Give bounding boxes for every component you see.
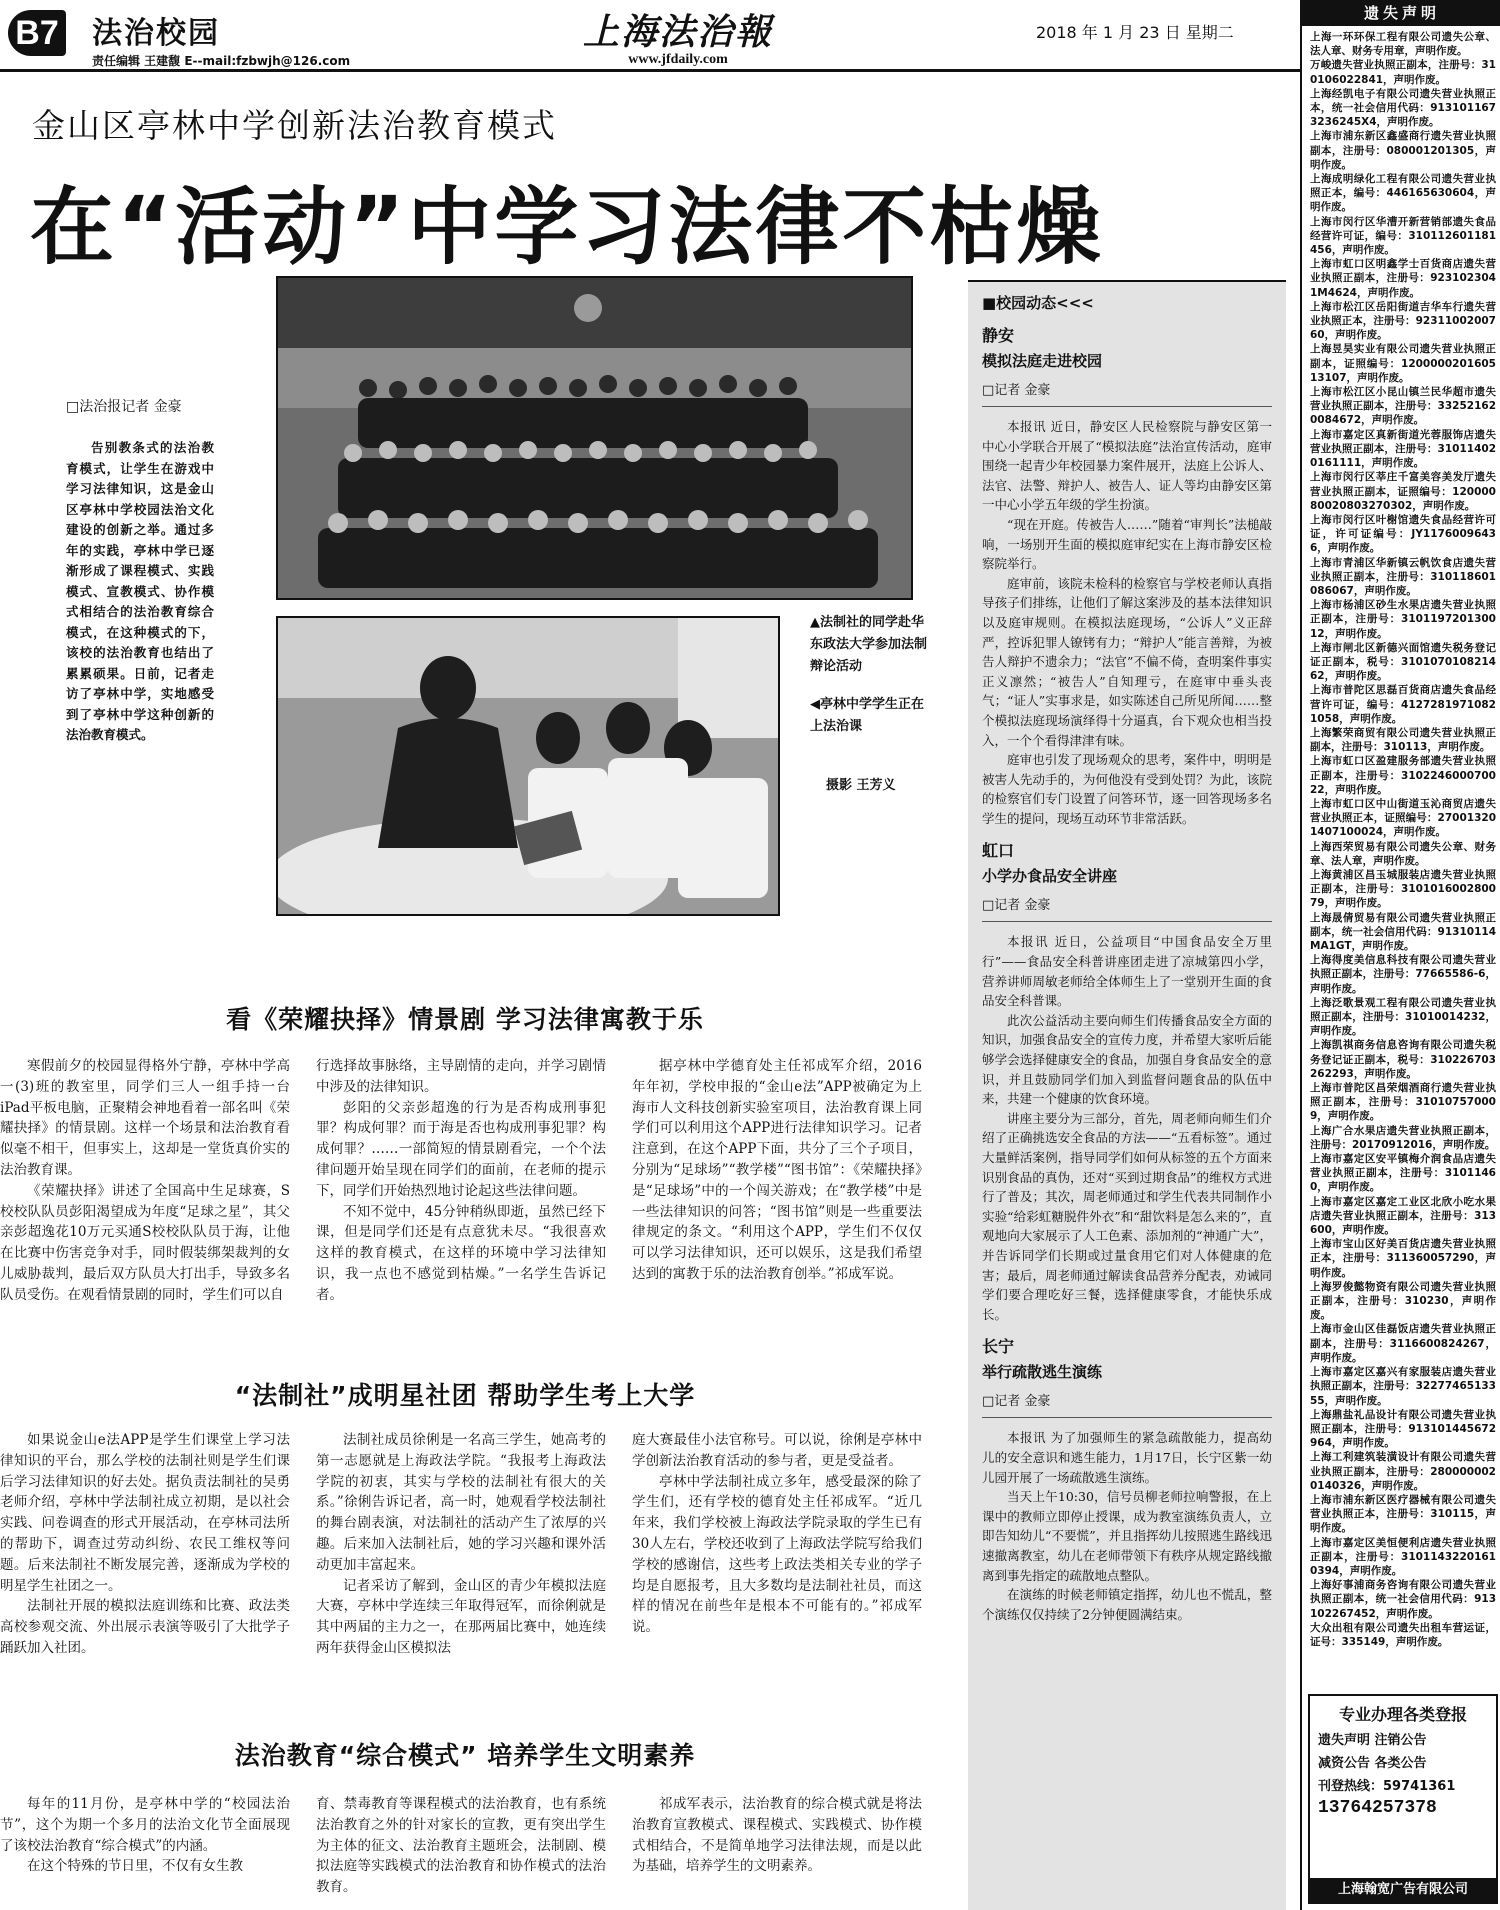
district-hongkou: 虹口 bbox=[982, 841, 1015, 861]
notice-item: 上海罗俊懿物资有限公司遗失营业执照正副本，注册号：310230，声明作废。 bbox=[1310, 1280, 1496, 1322]
campus-news-column bbox=[968, 280, 1286, 1910]
paragraph: 寒假前夕的校园显得格外宁静，亭林中学高一(3)班的教室里，同学们三人一组手持一台iPad平板电脑，正聚精会神地看着一部名叫《荣耀抉择》的情景剧。这样一个场景和法治教育看似毫不相干，但事实上，这却是一堂货真价实的法治教育课。 bbox=[0, 1058, 290, 1178]
notice-item: 万峻遗失营业执照正副本，注册号：310106022841，声明作废。 bbox=[1310, 59, 1496, 86]
notice-item: 上海经凯电子有限公司遗失营业执照正本，统一社会信用代码：9131011673236245X4，声明作废。 bbox=[1310, 87, 1496, 129]
district-jingan: 静安 bbox=[982, 326, 1015, 345]
district-changning: 长宁 bbox=[982, 1337, 1015, 1357]
notice-item: 上海市嘉定区真新街道光蓉服饰店遗失营业执照正副本，注册号：310114020161111，声明作废。 bbox=[1310, 428, 1496, 470]
paragraph: 当天上午10:30，信号员柳老师拉响警报，在上课中的教师立即停止授课，成为教室演练负责人，立即告知幼儿“不要慌”，并且指挥幼儿按照逃生路线迅速撤离教室，幼儿在老师带领下有秩序从规定路线撤离到事先指定的疏散地点整队。 bbox=[982, 1489, 1272, 1583]
ad-phone[interactable]: 13764257378 bbox=[1318, 1798, 1437, 1818]
notice-item: 上海市虹口区中山街道玉沁商贸店遗失营业执照正本，证照编号：270013201407100024，声明作废。 bbox=[1310, 797, 1496, 839]
photo-caption bbox=[810, 612, 928, 738]
news-title-changning: 举行疏散逃生演练 bbox=[982, 1363, 1103, 1382]
ad-company: 上海翰宽广告有限公司 bbox=[1310, 1878, 1496, 1902]
notice-heading: 遗失声明 bbox=[1302, 0, 1500, 26]
notice-item: 上海鼎盐礼品设计有限公司遗失营业执照正副本，注册号：913101445672964，声明作废。 bbox=[1310, 1408, 1496, 1450]
notice-item: 上海市杨浦区砂生水果店遗失营业执照正副本，注册号：310119720130012，声明作废。 bbox=[1310, 599, 1496, 640]
page-header bbox=[0, 0, 1300, 72]
paragraph: 彭阳的父亲彭超逸的行为是否构成刑事犯罪？构成何罪？而于海是否也构成刑事犯罪？构成何罪？……一部简短的情景剧看完，一个个法律问题开始呈现在同学们的面前，在老师的提示下，同学们开始热烈地讨论起这些法律问题。 bbox=[316, 1099, 606, 1199]
section-2-col-1 bbox=[0, 1430, 290, 1659]
paragraph: 记者采访了解到，金山区的青少年模拟法庭大赛，亭林中学连续三年取得冠军，而徐俐就是其中两届的主力之一，在那两届比赛中，她连续两年获得金山区模拟法 bbox=[316, 1577, 606, 1656]
section-2-col-2 bbox=[316, 1430, 606, 1659]
paragraph: 祁成军表示，法治教育的综合模式就是将法治教育宣教模式、课程模式、实践模式、协作模式相结合，不是简单地学习法律法规，而是以此为基础，培养学生的文明素养。 bbox=[632, 1796, 922, 1875]
section-1-col-1 bbox=[0, 1056, 290, 1306]
section-1-col-2 bbox=[316, 1056, 606, 1306]
notice-item: 上海成明绿化工程有限公司遗失营业执照正本，编号：446165630604，声明作废。 bbox=[1310, 173, 1496, 214]
paragraph: 行选择故事脉络，主导剧情的走向，并学习剧情中涉及的法律知识。 bbox=[316, 1058, 606, 1095]
notice-item: 上海泛歌景观工程有限公司遗失营业执照正副本，注册号：31010014232，声明作废。 bbox=[1310, 996, 1496, 1038]
paragraph: 如果说金山e法APP是学生们课堂上学习法律知识的平台，那么学校的法制社则是学生们课后学习法律知识的好去处。据负责法制社的吴勇老师介绍，亭林中学法制社成立初期，是以社会实践、问卷调查的形式开展活动，在亭林司法所的帮助下，调查过劳动纠纷、农民工维权等问题。后来法制社不断发展完善，逐渐成为学校的明星学生社团之一。 bbox=[0, 1432, 290, 1594]
paragraph: 讲座主要分为三部分，首先，周老师向师生们介绍了正确挑选安全食品的方法——“五看标签”。通过大量鲜活案例，指导同学们如何从标签的五个方面来识别食品的真伪，还对“买到过期食品”的维权方式进行了普及；其次，周老师通过和学生代表共同制作小实验“给彩虹糖脱件外衣”和“甜饮料是怎么来的”，直观地向大家展示了人工色素、添加剂的“神通广大”，并告诉同学们长期或过量食用它们对人体健康的危害；最后，周老师通过解读食品营养分配表，劝诫同学们要合理吃好三餐，选择健康零食，才能快乐成长。 bbox=[982, 1110, 1272, 1322]
notice-column bbox=[1300, 0, 1500, 1910]
ad-line: 减资公告 各类公告 bbox=[1318, 1756, 1427, 1771]
section-3-col-2 bbox=[316, 1794, 606, 1898]
notice-item: 上海市普陀区思磊百货商店遗失食品经营许可证，编号：41272819710821058，声明作废。 bbox=[1310, 684, 1496, 725]
notice-item: 上海昱昊实业有限公司遗失营业执照正副本，证照编号：120000020160513107，声明作废。 bbox=[1310, 343, 1496, 384]
ad-hotline: 刊登热线：59741361 bbox=[1318, 1779, 1456, 1794]
notice-item: 上海黄浦区昌玉城服装店遗失营业执照正副本，注册号：310101600280079，声明作废。 bbox=[1310, 868, 1496, 910]
section-2-title: “法制社”成明星社团 帮助学生考上大学 bbox=[234, 1381, 696, 1410]
notice-item: 大众出租有限公司遗失出租车营运证，证号：335149，声明作废。 bbox=[1310, 1621, 1496, 1648]
article-lead: 告别教条式的法治教育模式，让学生在游戏中学习法律知识，这是金山区亭林中学校园法治文化建设的创新之举。通过多年的实践，亭林中学已逐渐形成了课程模式、实践模式、宣教模式、协作模式相结合的法治教育综合模式，在这种模式的下，该校的法治教育也结出了累累硕果。日前，记者走访了亭林中学，实地感受到了亭林中学这种创新的法治教育模式。 bbox=[66, 440, 214, 742]
notice-item: 上海市普陀区昌荣烟酒商行遗失营业执照正副本，注册号：310107570009，声明作废。 bbox=[1310, 1082, 1496, 1123]
paragraph: 亭林中学法制社成立多年，感受最深的除了学生们，还有学校的德育处主任祁成军。“近几年来，我们学校被上海政法学院录取的学生已有30人左右，学校还收到了上海政法学院写给我们学校的感谢信，这些考上政法类相关专业的学子均是自愿报考，且大多数均是法制社社员，而这样的情况在前些年是根本不可能有的。”祁成军说。 bbox=[632, 1473, 922, 1636]
notice-item: 上海市嘉定区嘉定工业区北欣小吃水果店遗失营业执照正副本，注册号：313600，声明作废。 bbox=[1310, 1195, 1496, 1237]
notice-item: 上海市虹口区明鑫学士百货商店遗失营业执照正副本，注册号：9231023041M4624，声明作废。 bbox=[1310, 258, 1496, 299]
section-3-col-1 bbox=[0, 1794, 290, 1877]
paragraph: 《荣耀抉择》讲述了全国高中生足球赛，S校校队队员彭阳渴望成为年度“足球之星”，其父亲彭超逸花10万元买通S校校队队员于海，让他在比赛中伤害竞争对手，同时假装绑架裁判的女儿威胁裁判，最后双方队员大打出手，导致多名队员受伤。在观看情景剧的同时，学生们可以自 bbox=[0, 1182, 290, 1303]
classroom-photo bbox=[276, 616, 780, 916]
ad-line: 遗失声明 注销公告 bbox=[1318, 1733, 1427, 1748]
section-1-title: 看《荣耀抉择》情景剧 学习法律寓教于乐 bbox=[226, 1005, 704, 1034]
notice-item: 上海市嘉定区安平镇梅介润食品店遗失营业执照正副本，注册号：31011460，声明作废。 bbox=[1310, 1153, 1496, 1194]
section-3-title: 法治教育“综合模式” 培养学生文明素养 bbox=[234, 1741, 696, 1770]
paragraph: 不知不觉中，45分钟稍纵即逝，虽然已经下课，但是同学们还是有点意犹未尽。“我很喜欢这样的教育模式，在这样的环境中学习法律知识，我一点也不感觉到枯燥。”一名学生告诉记者。 bbox=[316, 1203, 606, 1303]
group-photo-image bbox=[278, 278, 911, 598]
notice-item: 上海市闸北区新德兴面馆遗失税务登记证正副本，税号：310107010821462，声明作废。 bbox=[1310, 641, 1496, 683]
notice-item: 上海市闵行区叶榭馆遗失食品经营许可证，许可证编号：JY11760096436，声明作废。 bbox=[1310, 513, 1496, 555]
paragraph: 庭大赛最佳小法官称号。可以说，徐俐是亭林中学创新法治教育活动的参与者，更是受益者。 bbox=[632, 1432, 922, 1469]
editor-line: 责任编辑 王建馥 E--mail:fzbwjh@126.com bbox=[92, 54, 351, 68]
notice-item: 上海市嘉定区嘉兴有家服装店遗失营业执照正副本，注册号：3227746513355，声明作废。 bbox=[1310, 1366, 1496, 1407]
news-byline-jingan: □记者 金豪 bbox=[982, 379, 1272, 407]
paragraph: 本报讯 为了加强师生的紧急疏散能力，提高幼儿的安全意识和逃生能力，1月17日，长宁区紫一幼儿园开展了一场疏散逃生演练。 bbox=[982, 1430, 1272, 1485]
notice-item: 上海广合水果店遗失营业执照正副本，注册号：20170912016，声明作废。 bbox=[1310, 1124, 1496, 1151]
notice-item: 上海市青浦区华新镇云帆饮食店遗失营业执照正副本，注册号：310118601086067，声明作废。 bbox=[1310, 556, 1496, 597]
paragraph: 庭审也引发了现场观众的思考，案件中，明明是被害人先动手的，为何他没有受到处罚？为此，该院的检察官们专门设置了问答环节，逐一回答现场多名学生的提问，现场互动环节非常活跃。 bbox=[982, 752, 1272, 826]
group-photo bbox=[276, 276, 913, 600]
notice-item: 上海市嘉定区美恒便利店遗失营业执照正副本，注册号：31011432201610394，声明作废。 bbox=[1310, 1536, 1496, 1577]
news-byline-hongkou: □记者 金豪 bbox=[982, 894, 1272, 922]
paragraph: 庭审前，该院未检科的检察官与学校老师认真指导孩子们排练，让他们了解这案涉及的基本法律知识以及庭审规则。在模拟法庭现场，“公诉人”义正辞严，控诉犯罪人镣铐有力；“辩护人”能言善辩，为被告人辩护不遗余力；“法官”不偏不倚，查明案件事实正义凛然；“被告人”自知理亏，在庭审中垂头丧气；“证人”实事求是，如实陈述自己所见所闻……整个模拟法庭现场演绎得十分逼真，台下观众也相当投入，一个个看得津津有味。 bbox=[982, 575, 1272, 748]
paragraph: 本报讯 近日，静安区人民检察院与静安区第一中心小学联合开展了“模拟法庭”法治宣传活动，庭审围绕一起青少年校园暴力案件展开，法庭上公诉人、法官、法警、辩护人、被告人、证人等均由静安区第一中心小学五年级的学生扮演。 bbox=[982, 419, 1272, 513]
paragraph: 本报讯 近日，公益项目“中国食品安全万里行”——食品安全科普讲座团走进了凉城第四小学，营养讲师周敏老师给全体师生上了一堂别开生面的食品安全科普课。 bbox=[982, 934, 1272, 1009]
ad-box bbox=[1308, 1694, 1498, 1904]
classroom-photo-image bbox=[278, 618, 778, 914]
caption-group-photo: ▲法制社的同学赴华东政法大学参加法制辩论活动 bbox=[810, 615, 928, 674]
website-link[interactable]: www.jfdaily.com bbox=[628, 52, 728, 67]
campus-news-tag: ■校园动态<<< bbox=[982, 294, 1094, 312]
section-2-col-3 bbox=[632, 1430, 922, 1638]
notice-item: 上海市宝山区好美百货店遗失营业执照正本，注册号：311360057290，声明作废。 bbox=[1310, 1238, 1496, 1279]
paragraph: “现在开庭。传被告人……”随着“审判长”法槌敲响，一场别开生面的模拟庭审纪实在上海市静安区检察院举行。 bbox=[982, 516, 1272, 572]
notice-item: 上海好事浦商务咨询有限公司遗失营业执照正副本，统一社会信用代码：913102267452，声明作废。 bbox=[1310, 1579, 1496, 1620]
section-title: 法治校园 bbox=[92, 16, 220, 51]
paragraph: 法制社成员徐俐是一名高三学生，她高考的第一志愿就是上海政法学院。“我报考上海政法学院的初衷，其实与学校的法制社有很大的关系。”徐俐告诉记者，高一时，她观看学校法制社的舞台剧表演，对法制社的活动产生了浓厚的兴趣。后来加入法制社后，她的学习兴趣和课外活动更加丰富起来。 bbox=[316, 1432, 606, 1573]
notice-item: 上海晟倩贸易有限公司遗失营业执照正副本，统一社会信用代码：91310114MA1GT，声明作废。 bbox=[1310, 911, 1496, 952]
notice-item: 上海市松江区小昆山镇兰民华超市遗失营业执照正副本，注册号：332521620084672，声明作废。 bbox=[1310, 386, 1496, 427]
section-1-col-3 bbox=[632, 1056, 922, 1285]
notice-item: 上海工利建筑装潢设计有限公司遗失营业执照正副本，注册号：2800000020140326，声明作废。 bbox=[1310, 1451, 1496, 1492]
paragraph: 育、禁毒教育等课程模式的法治教育，也有系统法治教育之外的针对家长的宣教，更有突出学生为主体的征文、法治教育主题班会，法制剧、模拟法庭等实践模式的法治教育和协作模式的法治教育。 bbox=[316, 1796, 606, 1896]
notice-item: 上海市松江区岳阳街道吉华车行遗失营业执照正本，注册号：9231100200760，声明作废。 bbox=[1310, 300, 1496, 342]
news-byline-changning: □记者 金豪 bbox=[982, 1390, 1272, 1418]
masthead-logo: 上海法治報 bbox=[582, 11, 773, 53]
notice-item: 上海市浦东新区医疗器械有限公司遗失营业执照正本，注册号：310115，声明作废。 bbox=[1310, 1493, 1496, 1535]
notice-item: 上海一环环保工程有限公司遗失公章、法人章、财务专用章，声明作废。 bbox=[1310, 31, 1496, 58]
notice-item: 上海市金山区佳磊饭店遗失营业执照正副本，注册号：3116600824267，声明作废。 bbox=[1310, 1323, 1496, 1364]
notice-item: 上海市闵行区华漕开新营销部遗失食品经营许可证，编号：310112601181456，声明作废。 bbox=[1310, 215, 1496, 257]
page-number: B7 bbox=[8, 10, 66, 56]
article-kicker: 金山区亭林中学创新法治教育模式 bbox=[32, 106, 557, 145]
notice-item: 上海西荣贸易有限公司遗失公章、财务章、法人章，声明作废。 bbox=[1310, 840, 1496, 867]
paragraph: 据亭林中学德育处主任祁成军介绍，2016年年初，学校申报的“金山e法”APP被确定为上海市人文科技创新实验室项目，法治教育课上同学们可以利用这个APP进行法律知识学习。记者注意到，在这个APP下面，共分了三个子项目，分别为“足球场”“教学楼”“图书馆”：《荣耀抉择》是“足球场”中的一个闯关游戏；在“教学楼”中是一些法律知识的问答；“图书馆”则是一些重要法律规定的条文。“利用这个APP，学生们不仅仅可以学习法律知识，还可以娱乐，这是我们希望达到的寓教于乐的法治教育创举。”祁成军说。 bbox=[632, 1058, 922, 1282]
notice-item: 上海市闵行区莘庄千富美容美发厅遗失营业执照正副本，证照编号：12000080020803270302，声明作废。 bbox=[1310, 471, 1496, 512]
paragraph: 每年的11月份，是亭林中学的“校园法治节”，这个为期一个多月的法治文化节全面展现了该校法治教育“综合模式”的内涵。 bbox=[0, 1796, 290, 1854]
paragraph: 法制社开展的模拟法庭训练和比赛、政法类高校参观交流、外出展示表演等吸引了大批学子踊跃加入社团。 bbox=[0, 1598, 290, 1656]
notice-item: 上海市虹口区盈建服务部遗失营业执照正副本，注册号：310224600070022，声明作废。 bbox=[1310, 755, 1496, 796]
notice-item: 上海繁荣商贸有限公司遗失营业执照正副本，注册号：310113，声明作废。 bbox=[1310, 726, 1496, 754]
photographer-credit: 摄影 王芳义 bbox=[826, 778, 896, 793]
section-3-col-3 bbox=[632, 1794, 922, 1877]
issue-date: 2018 年 1 月 23 日 星期二 bbox=[1036, 23, 1234, 42]
notice-item: 上海市浦东新区鑫盛商行遗失营业执照副本，注册号：080001201305，声明作废。 bbox=[1310, 130, 1496, 171]
paragraph: 在这个特殊的节日里，不仅有女生教 bbox=[27, 1858, 243, 1875]
caption-classroom-photo: ◀亭林中学学生正在上法治课 bbox=[810, 697, 924, 734]
paragraph: 此次公益活动主要向师生们传播食品安全方面的知识，加强食品安全的宣传力度，并希望大家听后能够学会选择健康安全的食品，加强自身食品安全的意识，并且鼓励同学们加入到监督问题食品的队伍中来，共建一个健康的饮食环境。 bbox=[982, 1012, 1272, 1107]
notice-list bbox=[1310, 30, 1496, 1690]
article-byline: □法治报记者 金豪 bbox=[66, 399, 182, 415]
news-title-jingan: 模拟法庭走进校园 bbox=[982, 352, 1103, 370]
paragraph: 在演练的时候老师镇定指挥，幼儿也不慌乱，整个演练仅仅持续了2分钟便圆满结束。 bbox=[982, 1587, 1272, 1622]
notice-item: 上海得度美信息科技有限公司遗失营业执照正副本，注册号：77665586-6，声明作废。 bbox=[1310, 954, 1496, 995]
ad-title: 专业办理各类登报 bbox=[1338, 1705, 1467, 1724]
news-title-hongkou: 小学办食品安全讲座 bbox=[982, 867, 1118, 886]
notice-item: 上海凯祺商务信息咨询有限公司遗失税务登记证正副本，税号：310226703262293，声明作废。 bbox=[1310, 1039, 1496, 1080]
article-headline: 在“活动”中学习法律不枯燥 bbox=[30, 178, 1104, 276]
